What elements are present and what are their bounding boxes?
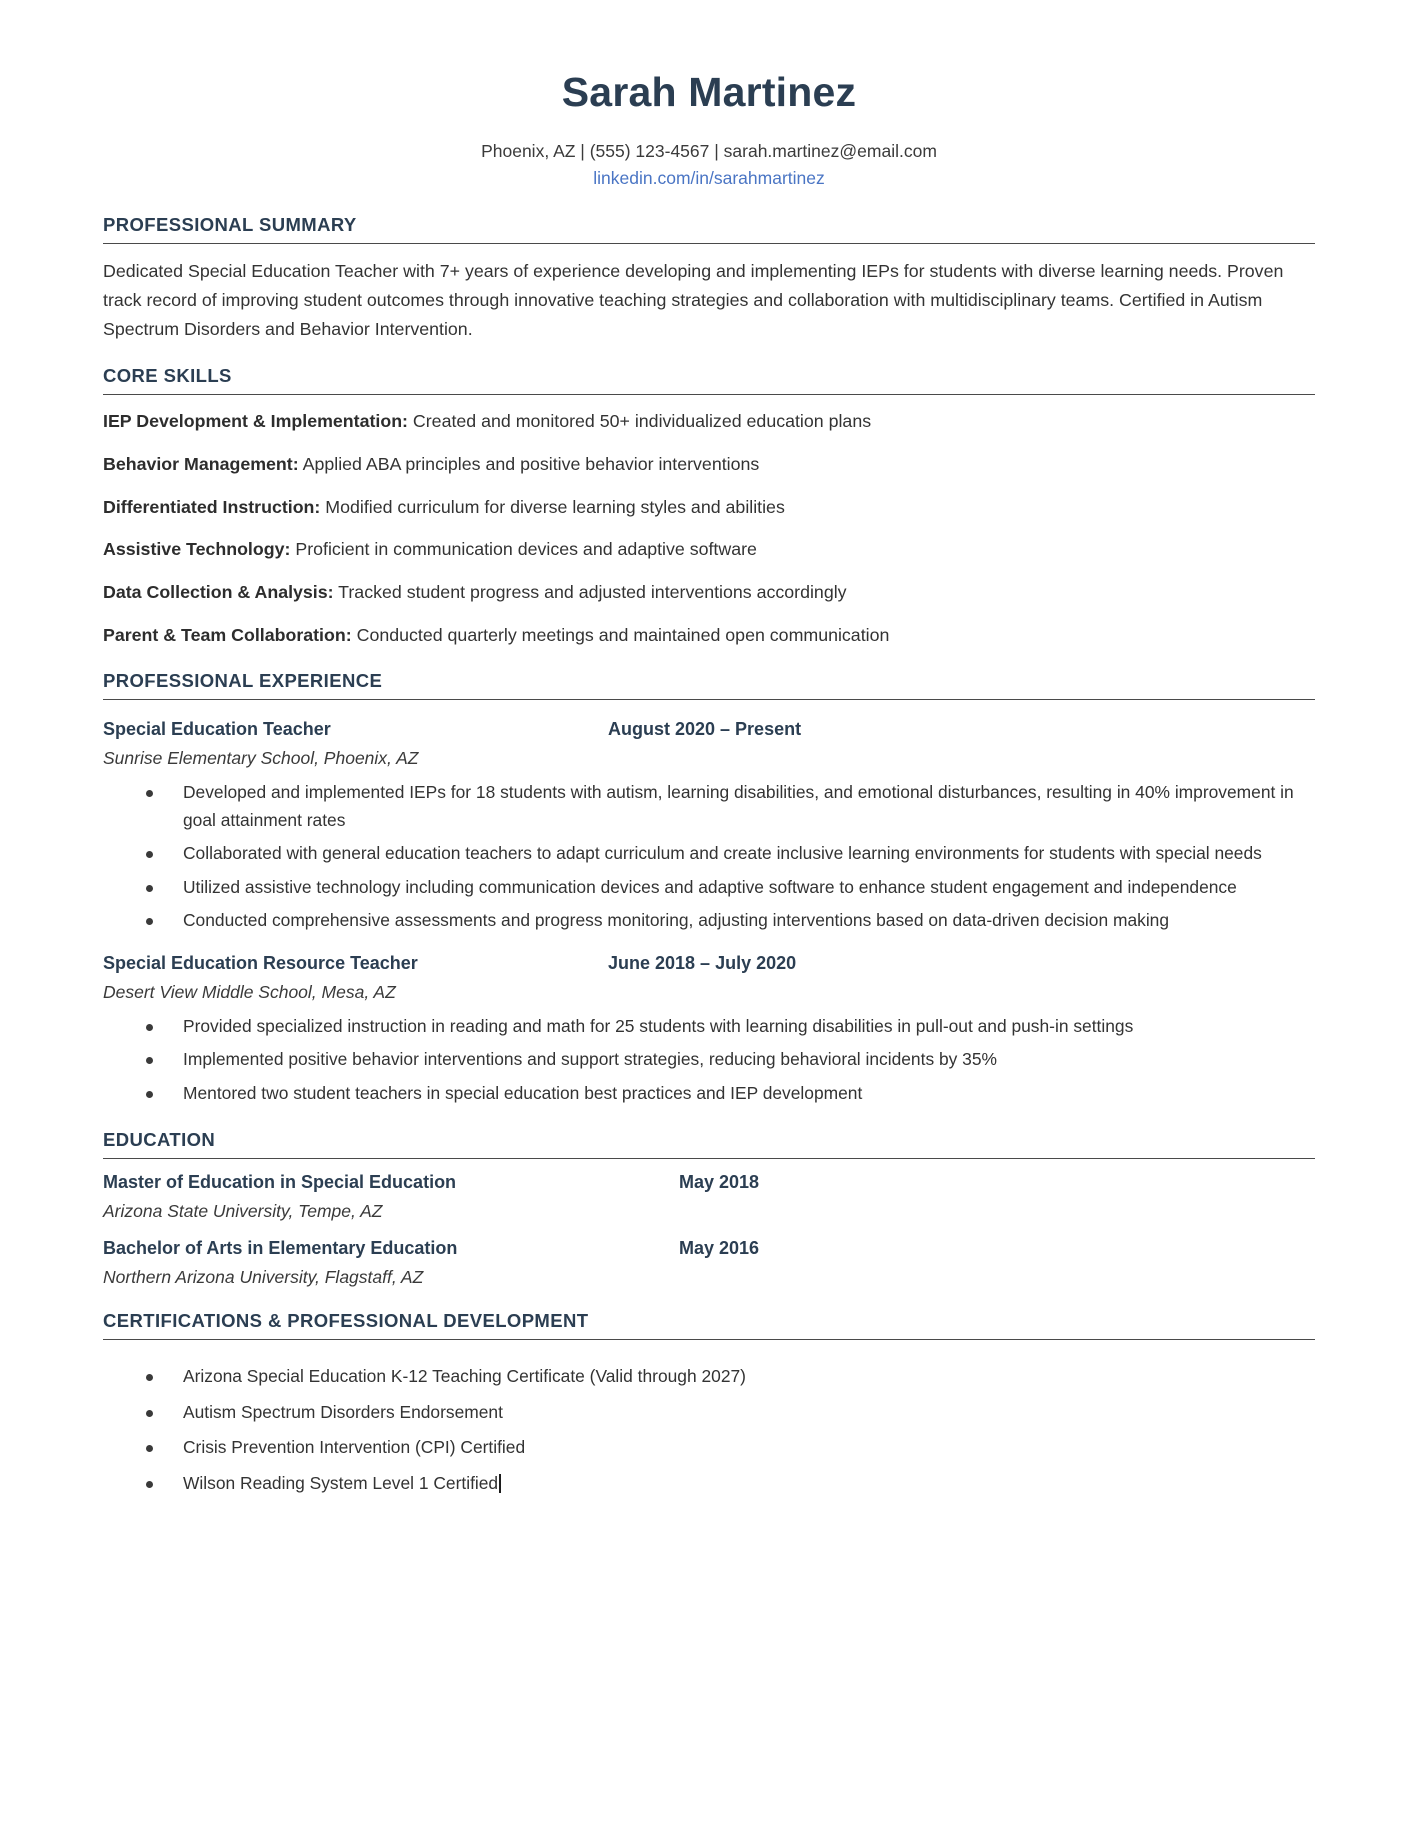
section-heading-skills: CORE SKILLS xyxy=(103,365,1315,395)
certifications-list xyxy=(103,1363,1315,1497)
skill-description: Created and monitored 50+ individualized education plans xyxy=(407,411,872,432)
list-item xyxy=(103,1470,1315,1498)
skill-label: Parent & Team Collaboration: xyxy=(103,624,352,645)
skill-row xyxy=(103,622,1315,649)
page-title: Sarah Martinez xyxy=(561,69,857,115)
skills-list xyxy=(103,395,1315,648)
skill-row xyxy=(103,494,1315,521)
school-name: Arizona State University, Tempe, AZ xyxy=(103,1201,383,1222)
summary-paragraph: Dedicated Special Education Teacher with 7+ years of experience developing and implementing IEPs for students with diverse learning needs. Proven track record of improving student outcomes through innovative teaching strategies and collaboration with multidisciplinary teams. Certified in Autism Spectrum Disorders and Behavior Intervention. xyxy=(103,260,1284,339)
job-date: June 2018 – July 2020 xyxy=(608,952,797,973)
section-heading-certifications: CERTIFICATIONS & PROFESSIONAL DEVELOPMENT xyxy=(103,1310,1315,1340)
skill-row xyxy=(103,536,1315,563)
list-item xyxy=(103,1434,1315,1462)
list-item: Developed and implemented IEPs for 18 students with autism, learning disabilities, and emotional disturbances, resulting in 40% improvement in goal attainment rates xyxy=(103,779,1315,834)
skill-description: Tracked student progress and adjusted interventions accordingly xyxy=(333,582,847,603)
skill-description: Modified curriculum for diverse learning styles and abilities xyxy=(320,496,785,517)
section-heading-experience: PROFESSIONAL EXPERIENCE xyxy=(103,670,1315,700)
section-heading-education: EDUCATION xyxy=(103,1129,1315,1159)
job-organization: Desert View Middle School, Mesa, AZ xyxy=(103,981,396,1002)
skill-description: Conducted quarterly meetings and maintained open communication xyxy=(351,624,890,645)
experience-list xyxy=(103,700,1315,1107)
experience-entry-header xyxy=(103,953,1315,974)
list-item: Implemented positive behavior interventions and support strategies, reducing behavioral incidents by 35% xyxy=(103,1046,1315,1074)
contact-info: Phoenix, AZ | (555) 123-4567 | sarah.martinez@email.com xyxy=(481,141,937,162)
skill-label: Data Collection & Analysis: xyxy=(103,582,334,603)
list-item: Collaborated with general education teachers to adapt curriculum and create inclusive learning environments for students with special needs xyxy=(103,840,1315,868)
experience-entry xyxy=(103,719,1315,935)
education-entry xyxy=(103,1172,1315,1222)
skill-row xyxy=(103,579,1315,606)
job-title: Special Education Resource Teacher xyxy=(103,952,418,973)
list-item: Conducted comprehensive assessments and progress monitoring, adjusting interventions based on data-driven decision making xyxy=(103,907,1315,935)
education-list xyxy=(103,1159,1315,1288)
degree-title: Bachelor of Arts in Elementary Education xyxy=(103,1238,458,1259)
certification-text: Arizona Special Education K-12 Teaching Certificate (Valid through 2027) xyxy=(183,1366,746,1387)
skill-description: Applied ABA principles and positive behavior interventions xyxy=(298,454,760,475)
list-item xyxy=(103,1363,1315,1391)
section-professional-summary xyxy=(103,214,1315,343)
job-organization: Sunrise Elementary School, Phoenix, AZ xyxy=(103,748,419,769)
section-education xyxy=(103,1129,1315,1288)
section-core-skills xyxy=(103,365,1315,648)
experience-entry xyxy=(103,953,1315,1108)
linkedin-link[interactable]: linkedin.com/in/sarahmartinez xyxy=(593,168,825,189)
certification-text: Crisis Prevention Intervention (CPI) Certified xyxy=(183,1437,526,1458)
education-entry xyxy=(103,1238,1315,1288)
skill-row xyxy=(103,408,1315,435)
list-item: Provided specialized instruction in reading and math for 25 students with learning disabilities in pull-out and push-in settings xyxy=(103,1013,1315,1041)
section-professional-experience xyxy=(103,670,1315,1107)
degree-title: Master of Education in Special Education xyxy=(103,1172,457,1193)
education-entry-header xyxy=(103,1238,1315,1259)
certification-text: Autism Spectrum Disorders Endorsement xyxy=(183,1401,503,1422)
certification-text: Wilson Reading System Level 1 Certified xyxy=(183,1472,499,1493)
list-item: Utilized assistive technology including communication devices and adaptive software to enhance student engagement and independence xyxy=(103,874,1315,902)
education-entry-header xyxy=(103,1172,1315,1193)
school-name: Northern Arizona University, Flagstaff, AZ xyxy=(103,1267,424,1288)
section-certifications xyxy=(103,1310,1315,1497)
skill-label: Behavior Management: xyxy=(103,454,299,475)
skill-description: Proficient in communication devices and adaptive software xyxy=(290,539,757,560)
job-date: August 2020 – Present xyxy=(608,719,802,740)
experience-entry-header xyxy=(103,719,1315,740)
job-title: Special Education Teacher xyxy=(103,719,331,740)
degree-date: May 2018 xyxy=(679,1172,760,1193)
text-cursor xyxy=(499,1474,501,1493)
skill-label: Differentiated Instruction: xyxy=(103,496,321,517)
job-bullet-list xyxy=(103,779,1315,935)
section-heading-summary: PROFESSIONAL SUMMARY xyxy=(103,214,1315,244)
skill-label: IEP Development & Implementation: xyxy=(103,411,408,432)
list-item: Mentored two student teachers in special education best practices and IEP development xyxy=(103,1080,1315,1108)
skill-label: Assistive Technology: xyxy=(103,539,291,560)
degree-date: May 2016 xyxy=(679,1238,760,1259)
job-bullet-list xyxy=(103,1013,1315,1108)
skill-row xyxy=(103,451,1315,478)
list-item xyxy=(103,1399,1315,1427)
